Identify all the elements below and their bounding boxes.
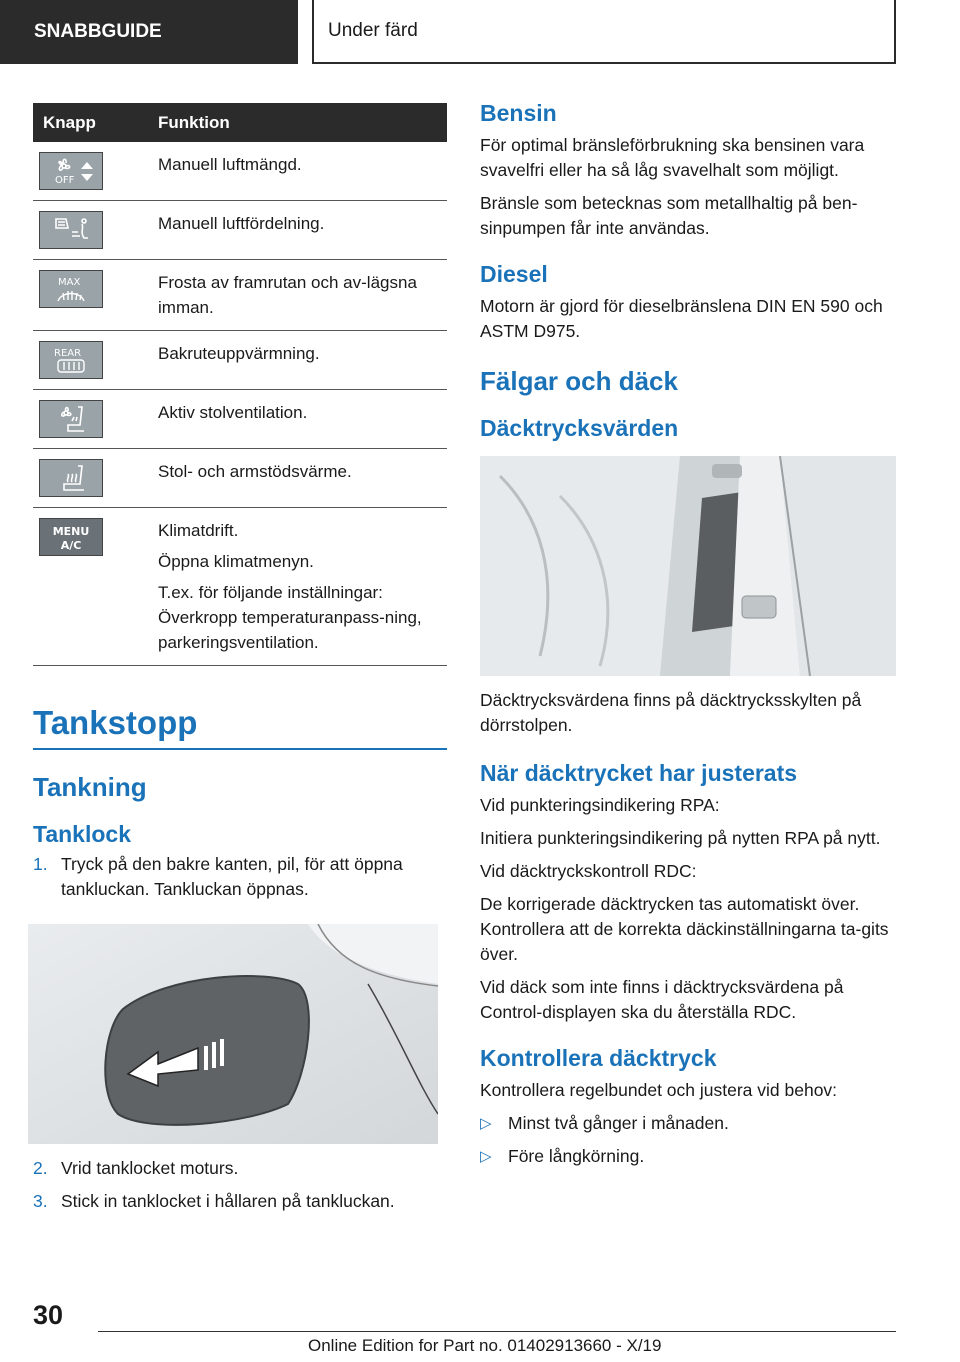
table-header-row (33, 103, 447, 142)
fan-off-button-icon (39, 152, 103, 190)
paragraph: Däcktrycksvärdena finns på däcktrycksskylten på dörrstolpen. (480, 690, 862, 735)
function-text: Frosta av framrutan och av-lägsna imman. (158, 273, 417, 317)
list-item: ▷ Minst två gånger i månaden. (480, 1111, 896, 1136)
heading-tankstopp: Tankstopp (33, 704, 447, 750)
menu-label: MENU (52, 525, 90, 538)
chapter-tab (312, 0, 896, 64)
heading-tankning: Tankning (33, 772, 147, 802)
seat-ventilation-button-icon (39, 400, 103, 438)
table-row (33, 260, 447, 331)
list-item: ▷ Före långkörning. (480, 1144, 896, 1169)
list-item: 3. Stick in tanklocket i hållaren på tankluckan. (33, 1191, 395, 1211)
function-text: Stol- och armstödsvärme. (158, 462, 352, 481)
heading-tanklock: Tanklock (33, 821, 131, 847)
function-text: Manuell luftfördelning. (158, 214, 325, 233)
function-text: Klimatdrift. (158, 521, 239, 540)
function-text: Aktiv stolventilation. (158, 403, 308, 422)
function-text: Manuell luftmängd. (158, 155, 302, 174)
footer-divider (98, 1331, 896, 1332)
paragraph: Kontrollera regelbundet och justera vid behov: (480, 1080, 838, 1100)
table-row (33, 142, 447, 201)
list-item: 2. Vrid tanklocket moturs. (33, 1158, 239, 1178)
max-defrost-button-icon (39, 270, 103, 308)
function-text: T.ex. för följande inställningar: Överkropp temperaturanpass-ning, parkeringsventilation. (158, 583, 422, 652)
table-row (33, 508, 447, 666)
footer-edition: Online Edition for Part no. 01402913660 - X/19 (308, 1336, 662, 1355)
paragraph: Vid däcktryckskontroll RDC: (480, 861, 697, 881)
paragraph: För optimal bränsleförbrukning ska bensinen vara svavelfri eller ha så låg svavelhalt som möjligt. (480, 135, 865, 180)
chapter-title: Under färd (328, 20, 418, 41)
section-tab (0, 0, 298, 64)
fuel-steps-2 (33, 1156, 447, 1214)
max-label: MAX (58, 277, 81, 288)
paragraph: Vid punkteringsindikering RPA: (480, 795, 720, 815)
function-text: Öppna klimatmenyn. (158, 552, 314, 571)
left-column (33, 103, 447, 1214)
table-row (33, 201, 447, 260)
table-row (33, 390, 447, 449)
triangle-bullet-icon: ▷ (480, 1148, 492, 1165)
section-title: SNABBGUIDE (34, 21, 162, 42)
heading-falgar-och-dack: Fälgar och däck (480, 366, 678, 396)
door-pillar-illustration (480, 456, 896, 676)
list-item: 1. Tryck på den bakre kanten, pil, för att öppna tankluckan. Tankluckan öppnas. (33, 854, 403, 899)
svg-text:OFF: OFF (55, 175, 75, 186)
table-row (33, 331, 447, 390)
rear-window-defrost-button-icon (39, 341, 103, 379)
fuel-steps-1 (33, 852, 447, 902)
column-header-button: Knapp (33, 103, 158, 142)
rear-label: REAR (54, 348, 82, 359)
heading-nar-dacktrycket-har-justerats: När däcktrycket har justerats (480, 760, 798, 786)
triangle-bullet-icon: ▷ (480, 1115, 492, 1132)
table-row (33, 449, 447, 508)
seat-heating-button-icon (39, 459, 103, 497)
column-header-function: Funktion (158, 103, 447, 142)
paragraph: Vid däck som inte finns i däcktrycksvärdena på Control-displayen ska du återställa RDC. (480, 977, 844, 1022)
air-distribution-button-icon (39, 211, 103, 249)
paragraph: De korrigerade däcktrycken tas automatiskt över. Kontrollera att de korrekta däckinställningarna ta-gits över. (480, 894, 889, 964)
function-text: Bakruteuppvärmning. (158, 344, 320, 363)
menu-ac-button-icon (39, 518, 103, 556)
heading-kontrollera-dacktryck: Kontrollera däcktryck (480, 1045, 717, 1071)
check-list (480, 1111, 896, 1169)
fuel-flap-illustration (28, 924, 438, 1144)
climate-controls-table (33, 103, 447, 666)
right-column (480, 100, 896, 1169)
heading-diesel: Diesel (480, 261, 548, 287)
heading-dacktrycksvarden: Däcktrycksvärden (480, 415, 679, 441)
paragraph: Bränsle som betecknas som metallhaltig på ben-sinpumpen får inte användas. (480, 193, 858, 238)
page-number: 30 (33, 1300, 64, 1330)
heading-bensin: Bensin (480, 100, 557, 126)
paragraph: Motorn är gjord för dieselbränslena DIN EN 590 och ASTM D975. (480, 296, 883, 341)
ac-label: A/C (60, 539, 82, 552)
paragraph: Initiera punkteringsindikering på nytten RPA på nytt. (480, 828, 881, 848)
